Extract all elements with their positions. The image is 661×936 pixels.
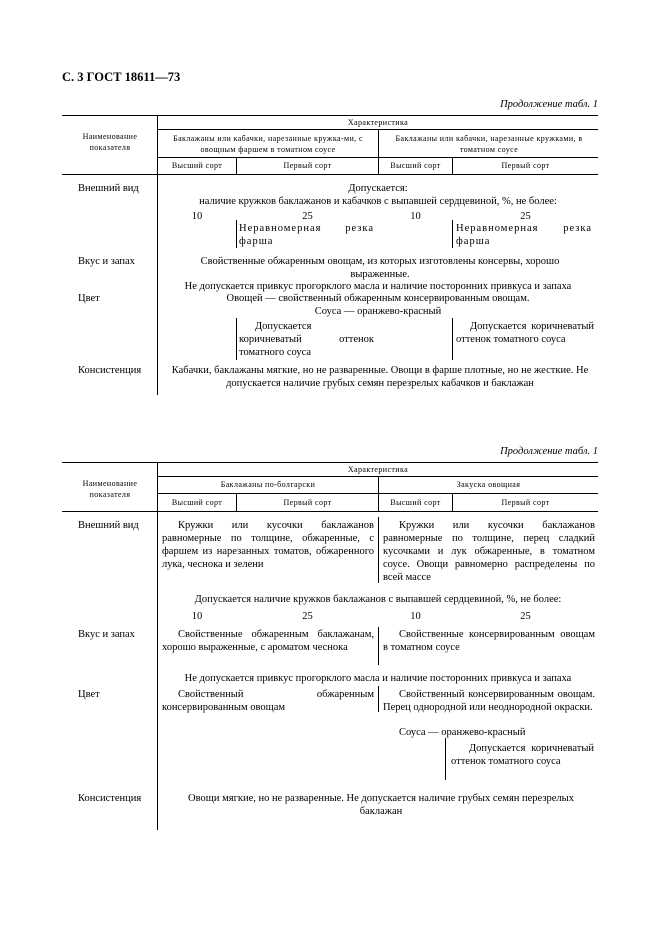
table2-appearance-a: Кружки или кусочки баклажанов равномерные по толщине, обжаренные, с фаршем из нарезанных томатов, обжаренного лука, чеснока и зелени	[162, 520, 374, 570]
page-header: С. 3 ГОСТ 18611—73	[62, 70, 181, 84]
table1-grade-a-top: Высший сорт	[171, 161, 223, 170]
table1-val-a-first: 25	[302, 211, 313, 222]
table2-grade-b-first: Первый сорт	[501, 498, 550, 507]
table1-color-brown-b: Допускается коричневатый оттенок томатного соуса	[456, 321, 594, 345]
table2-taste-label: Вкус и запах	[78, 629, 135, 640]
table1-col-indicator: Наименование показателя	[82, 132, 138, 152]
table2-color-sauce: Соуса — оранжево-красный	[399, 727, 526, 738]
table1-val-a-top: 10	[191, 211, 203, 222]
table2-grade-b-top: Высший сорт	[390, 498, 441, 507]
table2-col-characteristic: Характеристика	[347, 465, 409, 474]
table1-taste-label: Вкус и запах	[78, 256, 135, 267]
table1-consistency-text: Кабачки, баклажаны мягкие, но не разваренные. Овощи в фарше плотные, но не жесткие. Не допускается наличие грубых семян перезрелых кабачков и баклажан	[171, 365, 589, 389]
table1-taste-text: Свойственные обжаренным овощам, из которых изготовлены консервы, хорошо выраженные.	[200, 256, 560, 280]
table2-val-b-top: 10	[410, 611, 421, 622]
table1-grade-b-first: Первый сорт	[501, 161, 550, 170]
table2-color-label: Цвет	[78, 689, 100, 700]
table1-color-label: Цвет	[78, 293, 100, 304]
table1-uneven-b: Неравномерная резка фарша	[456, 223, 592, 247]
table2-val-a-first: 25	[302, 611, 313, 622]
table2-appearance-b: Кружки или кусочки баклажанов равномерные по толщине, перец сладкий кусочками и лук обжаренные, в томатном соусе. Овощи равномерно распределены по всей массе	[383, 520, 595, 583]
table2-val-b-first: 25	[520, 611, 531, 622]
table2-appearance-label: Внешний вид	[78, 520, 139, 531]
table2-color-b: Свойственный консервированным овощам. Перец однородной или неоднородной окраски.	[383, 689, 595, 713]
table1-consistency-label: Консистенция	[78, 365, 142, 376]
table2-val-a-top: 10	[191, 611, 203, 622]
table2-consistency-text: Овощи мягкие, но не разваренные. Не допускается наличие грубых семян перезрелых баклажан	[188, 793, 574, 817]
table2-taste-a: Свойственные обжаренным баклажанам, хорошо выраженные, с ароматом чеснока	[162, 629, 374, 653]
table1-val-b-top: 10	[410, 211, 421, 222]
table2-grade-a-first: Первый сорт	[283, 498, 332, 507]
table1-color-text1: Овощей — свойственный обжаренным консервированным овощам.	[226, 293, 530, 304]
table1-grade-a-first: Первый сорт	[283, 161, 332, 170]
table1-continuation: Продолжение табл. 1	[500, 99, 598, 110]
table1-taste-text2: Не допускается привкус прогорклого масла и наличие посторонних привкуса и запаха	[184, 281, 572, 292]
table1-group-a: Баклажаны или кабачки, нарезанные кружка-ми, с овощным фаршем в томатном соусе	[173, 134, 363, 154]
table2-group-a: Баклажаны по-болгарски	[220, 480, 316, 489]
table1-appearance-allowed: Допускается:	[348, 183, 408, 194]
table2-col-indicator: Наименование показателя	[82, 479, 138, 499]
table2-group-b: Закуска овощная	[456, 480, 521, 489]
table2-taste-b: Свойственные консервированным овощам в томатном соусе	[383, 629, 595, 653]
table2-taste-common: Не допускается привкус прогорклого масла и наличие посторонних привкуса и запаха	[184, 673, 572, 684]
table1-appearance-text: наличие кружков баклажанов и кабачков с выпавшей сердцевиной, %, не более:	[199, 196, 557, 207]
table2-allowed-text: Допускается наличие кружков баклажанов с выпавшей сердцевиной, %, не более:	[194, 594, 562, 605]
table1-group-b: Баклажаны или кабачки, нарезанные кружками, в томатном соусе	[395, 134, 583, 154]
table1-col-characteristic: Характеристика	[347, 118, 409, 127]
table1-uneven-a: Неравномерная резка фарша	[239, 223, 374, 247]
table1-grade-b-top: Высший сорт	[390, 161, 441, 170]
table2-continuation: Продолжение табл. 1	[500, 446, 598, 457]
table1-color-brown-a: Допускается коричневатый оттенок томатного соуса	[239, 321, 374, 358]
table1-color-text2: Соуса — оранжево-красный	[314, 306, 442, 317]
table1-val-b-first: 25	[520, 211, 531, 222]
table2-grade-a-top: Высший сорт	[171, 498, 223, 507]
table2-color-a: Свойственный обжаренным консервированным овощам	[162, 689, 374, 713]
table2-consistency-label: Консистенция	[78, 793, 142, 804]
table1-appearance-label: Внешний вид	[78, 183, 139, 194]
table2-color-brown-b: Допускается коричневатый оттенок томатного соуса	[451, 743, 594, 767]
